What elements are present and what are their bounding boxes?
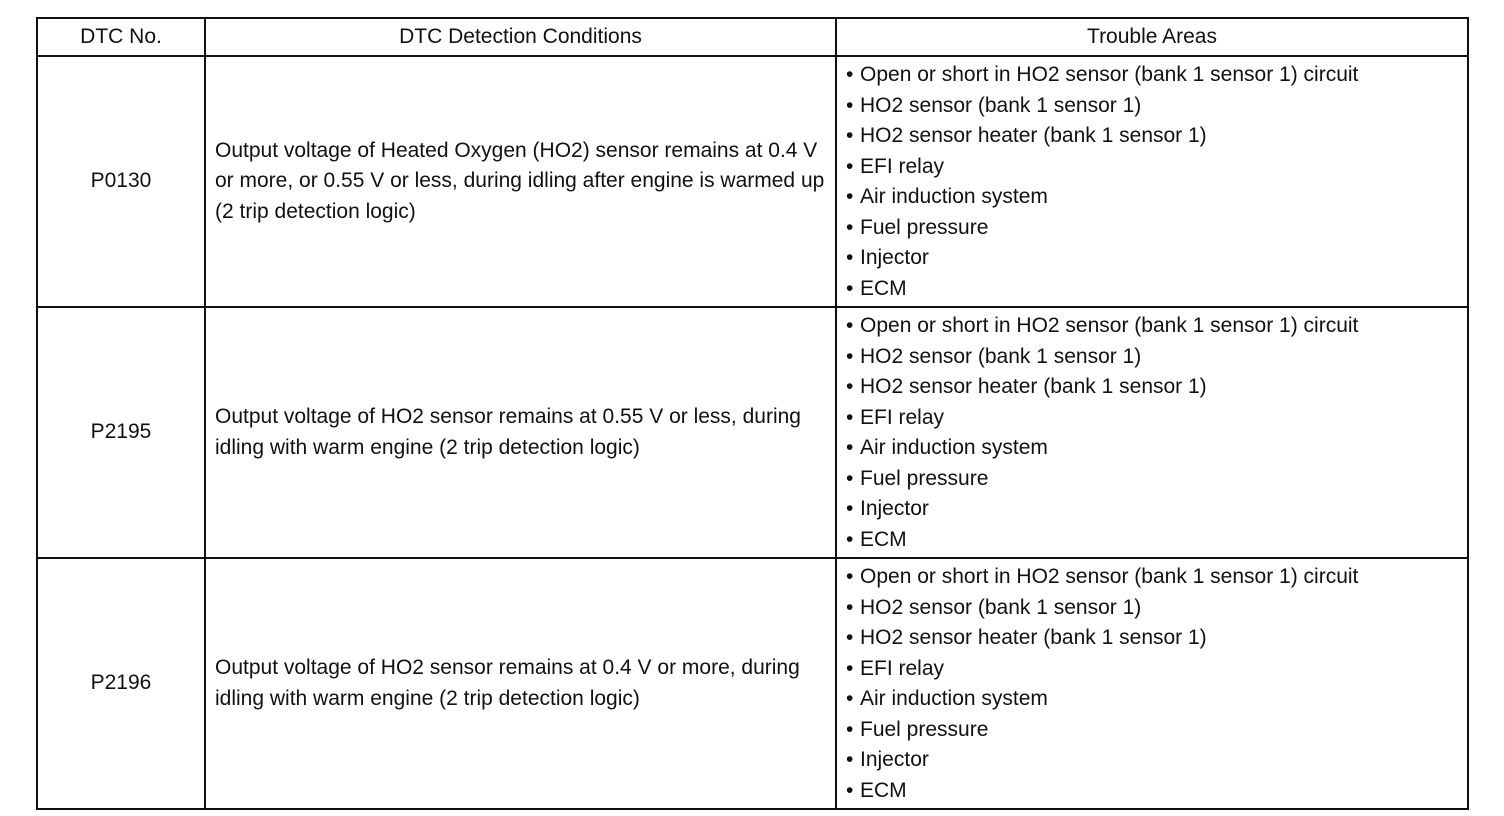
bullet-icon: •: [846, 154, 854, 178]
trouble-area-text: Fuel pressure: [860, 466, 989, 490]
dtc-code: P2196: [37, 558, 205, 809]
header-trouble-areas: Trouble Areas: [836, 18, 1468, 56]
bullet-icon: •: [846, 778, 854, 802]
list-item: [846, 684, 1467, 715]
trouble-area-text: Injector: [860, 748, 929, 771]
trouble-area-text: EFI relay: [860, 656, 945, 680]
bullet-icon: •: [846, 656, 854, 680]
header-dtc-no: DTC No.: [37, 18, 205, 56]
list-item: [846, 311, 1467, 342]
bullet-icon: •: [846, 565, 854, 588]
list-item: [846, 91, 1467, 122]
bullet-icon: •: [846, 436, 854, 459]
list-item: [846, 152, 1467, 183]
list-item: [846, 213, 1467, 244]
list-item: [846, 494, 1467, 525]
trouble-area-text: HO2 sensor (bank 1 sensor 1): [860, 595, 1142, 619]
trouble-area-text: HO2 sensor heater (bank 1 sensor 1): [860, 626, 1207, 649]
list-item: [846, 623, 1467, 654]
detection-condition: Output voltage of HO2 sensor remains at 0.4 V or more, during idling with warm engine (2 trip detection logic): [205, 558, 836, 809]
bullet-icon: •: [846, 717, 854, 741]
trouble-area-text: EFI relay: [860, 405, 945, 429]
trouble-area-list: [846, 311, 1467, 555]
header-conditions: DTC Detection Conditions: [205, 18, 836, 56]
bullet-icon: •: [846, 93, 854, 117]
trouble-areas-cell: [836, 56, 1468, 307]
trouble-area-text: Air induction system: [860, 185, 1048, 208]
trouble-area-text: Injector: [860, 497, 929, 520]
bullet-icon: •: [846, 344, 854, 368]
trouble-area-text: Air induction system: [860, 436, 1048, 459]
trouble-area-text: HO2 sensor (bank 1 sensor 1): [860, 93, 1142, 117]
detection-condition: Output voltage of HO2 sensor remains at 0.55 V or less, during idling with warm engine (2 trip detection logic): [205, 307, 836, 558]
list-item: [846, 562, 1467, 593]
table-row: [37, 56, 1468, 307]
trouble-area-text: Open or short in HO2 sensor (bank 1 sensor 1) circuit: [860, 63, 1359, 86]
list-item: [846, 745, 1467, 776]
bullet-icon: •: [846, 405, 854, 429]
list-item: [846, 715, 1467, 746]
bullet-icon: •: [846, 185, 854, 208]
dtc-code: P2195: [37, 307, 205, 558]
dtc-table: [36, 17, 1469, 810]
bullet-icon: •: [846, 63, 854, 86]
bullet-icon: •: [846, 276, 854, 300]
bullet-icon: •: [846, 497, 854, 520]
trouble-area-text: Open or short in HO2 sensor (bank 1 sensor 1) circuit: [860, 314, 1359, 337]
trouble-area-text: Open or short in HO2 sensor (bank 1 sensor 1) circuit: [860, 565, 1359, 588]
bullet-icon: •: [846, 626, 854, 649]
bullet-icon: •: [846, 527, 854, 551]
trouble-area-text: ECM: [860, 276, 907, 300]
list-item: [846, 243, 1467, 274]
bullet-icon: •: [846, 215, 854, 239]
bullet-icon: •: [846, 748, 854, 771]
trouble-area-text: Air induction system: [860, 687, 1048, 710]
bullet-icon: •: [846, 595, 854, 619]
trouble-area-text: ECM: [860, 778, 907, 802]
list-item: [846, 60, 1467, 91]
trouble-area-text: HO2 sensor (bank 1 sensor 1): [860, 344, 1142, 368]
list-item: [846, 654, 1467, 685]
list-item: [846, 433, 1467, 464]
bullet-icon: •: [846, 314, 854, 337]
list-item: [846, 593, 1467, 624]
trouble-area-text: HO2 sensor heater (bank 1 sensor 1): [860, 124, 1207, 147]
trouble-area-text: EFI relay: [860, 154, 945, 178]
list-item: [846, 403, 1467, 434]
dtc-code: P0130: [37, 56, 205, 307]
table-row: [37, 558, 1468, 809]
list-item: [846, 121, 1467, 152]
list-item: [846, 776, 1467, 807]
trouble-area-text: Fuel pressure: [860, 215, 989, 239]
bullet-icon: •: [846, 687, 854, 710]
detection-condition: Output voltage of Heated Oxygen (HO2) sensor remains at 0.4 V or more, or 0.55 V or less, during idling after engine is warmed up (2 trip detection logic): [205, 56, 836, 307]
list-item: [846, 274, 1467, 305]
trouble-area-text: Fuel pressure: [860, 717, 989, 741]
trouble-area-text: ECM: [860, 527, 907, 551]
bullet-icon: •: [846, 466, 854, 490]
trouble-area-text: Injector: [860, 246, 929, 269]
table-row: [37, 307, 1468, 558]
trouble-area-text: HO2 sensor heater (bank 1 sensor 1): [860, 375, 1207, 398]
bullet-icon: •: [846, 246, 854, 269]
trouble-area-list: [846, 60, 1467, 304]
list-item: [846, 372, 1467, 403]
list-item: [846, 182, 1467, 213]
trouble-area-list: [846, 562, 1467, 806]
trouble-areas-cell: [836, 307, 1468, 558]
list-item: [846, 464, 1467, 495]
bullet-icon: •: [846, 375, 854, 398]
bullet-icon: •: [846, 124, 854, 147]
list-item: [846, 342, 1467, 373]
trouble-areas-cell: [836, 558, 1468, 809]
list-item: [846, 525, 1467, 556]
header-row: [37, 18, 1468, 56]
